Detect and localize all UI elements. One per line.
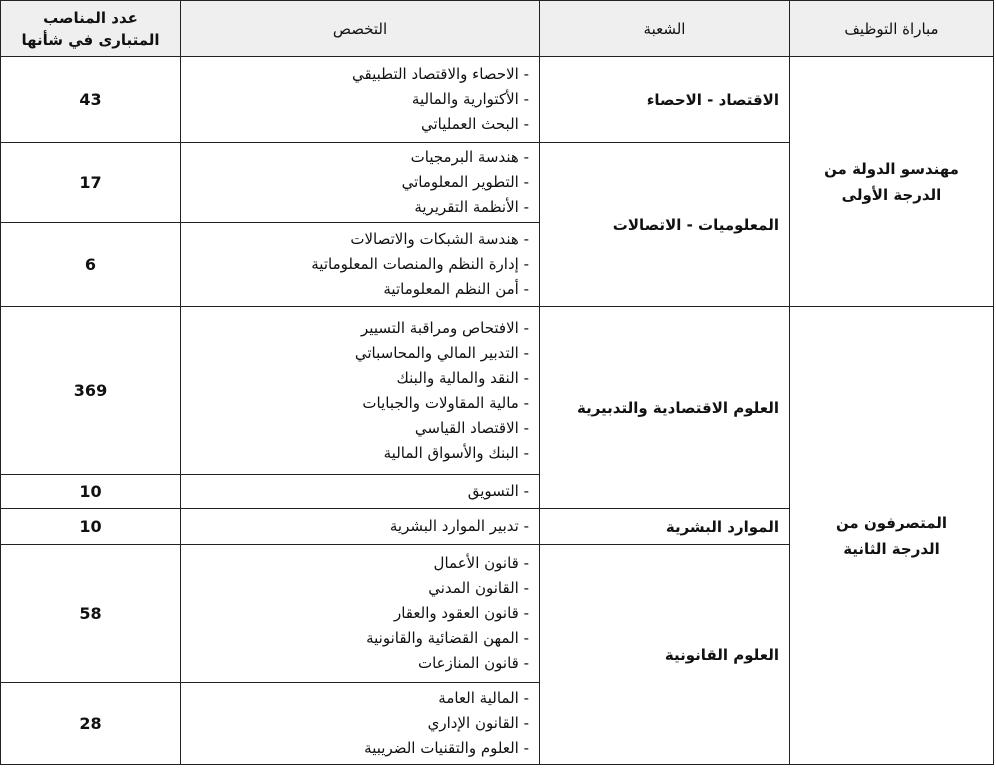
specialty-item: - المالية العامة	[438, 689, 529, 707]
branch-cell: العلوم الاقتصادية والتدبيرية	[540, 307, 790, 509]
specialty-item: - هندسة الشبكات والاتصالات	[350, 230, 529, 248]
branch-cell: المعلوميات - الاتصالات	[540, 143, 790, 307]
specialty-item: - التدبير المالي والمحاسباتي	[354, 343, 529, 362]
specialty-item: - المهن القضائية والقانونية	[366, 629, 529, 647]
specialty-item: - مالية المقاولات والجبايات	[362, 393, 529, 412]
specialty-cell	[181, 509, 540, 545]
positions-count: 17	[1, 143, 181, 223]
specialty-item: - أمن النظم المعلوماتية	[383, 280, 529, 298]
competition-header: مباراة التوظيف	[790, 1, 994, 57]
specialty-cell	[181, 475, 540, 509]
specialty-cell	[181, 143, 540, 223]
specialty-item: - إدارة النظم والمنصات المعلوماتية	[311, 255, 529, 273]
header-row	[1, 1, 994, 57]
specialty-item: - تدبير الموارد البشرية	[389, 517, 529, 535]
branch-cell: العلوم القانونية	[540, 545, 790, 765]
specialty-item: - البحث العملياتي	[420, 115, 529, 133]
specialty-item: - الافتحاص ومراقبة التسيير	[361, 318, 529, 337]
positions-count: 10	[1, 509, 181, 545]
table-row	[1, 307, 994, 475]
specialty-item: - الاقتصاد القياسي	[414, 418, 529, 437]
specialty-cell	[181, 57, 540, 143]
count-header	[1, 1, 181, 57]
specialty-item: - قانون المنازعات	[417, 654, 529, 672]
specialty-item: - القانون الإداري	[427, 714, 529, 732]
positions-count: 28	[1, 683, 181, 765]
specialty-item: - التسويق	[467, 482, 529, 500]
positions-count: 6	[1, 223, 181, 307]
specialty-item: - النقد والمالية والبنك	[396, 368, 529, 387]
specialty-cell	[181, 683, 540, 765]
specialty-item: - التطوير المعلوماتي	[401, 173, 529, 191]
specialty-cell	[181, 307, 540, 475]
specialty-item: - القانون المدني	[428, 579, 529, 597]
positions-count: 10	[1, 475, 181, 509]
specialty-header: التخصص	[181, 1, 540, 57]
specialty-item: - البنك والأسواق المالية	[383, 443, 529, 462]
specialty-cell	[181, 223, 540, 307]
branch-cell: الموارد البشرية	[540, 509, 790, 545]
specialty-item: - العلوم والتقنيات الضريبية	[364, 739, 529, 757]
competition-name: مهندسو الدولة من الدرجة الأولى	[824, 159, 959, 204]
positions-count: 369	[1, 307, 181, 475]
specialty-item: - الأكتوارية والمالية	[411, 90, 529, 108]
branch-header: الشعبة	[540, 1, 790, 57]
specialty-item: - قانون العقود والعقار	[393, 604, 529, 622]
specialty-cell	[181, 545, 540, 683]
count-header-line1: عدد المناصب	[43, 8, 138, 27]
specialty-item: - قانون الأعمال	[433, 554, 529, 572]
positions-count: 58	[1, 545, 181, 683]
competition-name: المتصرفون من الدرجة الثانية	[835, 513, 948, 558]
positions-count: 43	[1, 57, 181, 143]
count-header-line2: المتبارى في شأنها	[21, 30, 160, 49]
specialty-item: - الاحصاء والاقتصاد التطبيقي	[352, 65, 529, 83]
competition-cell	[790, 57, 994, 307]
specialty-item: - الأنظمة التقريرية	[414, 198, 529, 216]
specialty-item: - هندسة البرمجيات	[410, 148, 529, 166]
competition-cell	[790, 307, 994, 765]
branch-cell: الاقتصاد - الاحصاء	[540, 57, 790, 143]
table-row	[1, 57, 994, 143]
